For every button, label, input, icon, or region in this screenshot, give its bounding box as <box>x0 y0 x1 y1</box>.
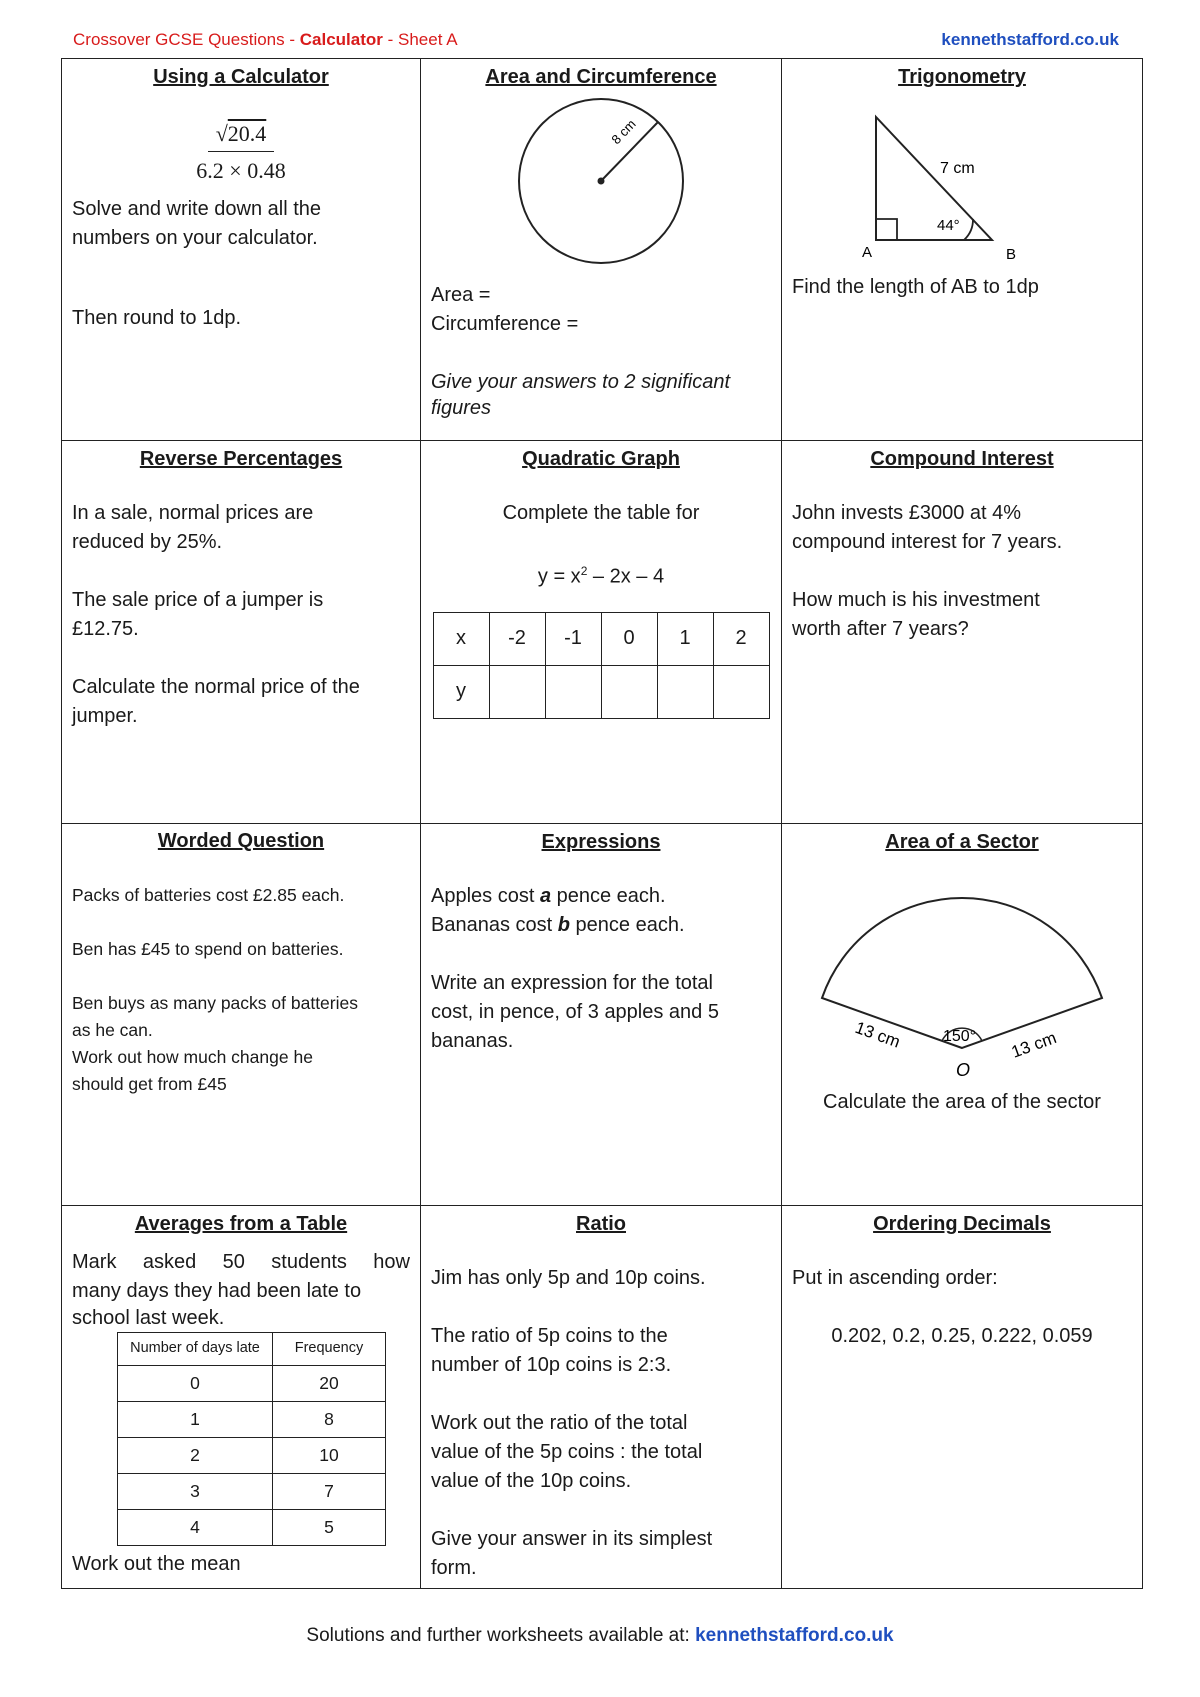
cell-area-and-circumference <box>421 59 782 441</box>
right-radius-label: 13 cm <box>1008 1027 1059 1062</box>
table-row <box>118 1437 386 1473</box>
table-cell-answer[interactable] <box>657 665 713 718</box>
table-row-x <box>433 612 769 665</box>
question-text: Jim has only 5p and 10p coins. <box>431 1266 706 1289</box>
table-cell: 1 <box>118 1401 273 1437</box>
cell-title: Quadratic Graph <box>522 448 680 471</box>
triangle-diagram <box>792 93 1132 273</box>
cell-title: Compound Interest <box>870 448 1054 471</box>
footer-link[interactable]: kennethstafford.co.uk <box>695 1625 894 1646</box>
cell-title: Reverse Percentages <box>139 448 343 471</box>
table-cell-answer[interactable] <box>545 665 601 718</box>
table-cell-answer[interactable] <box>489 665 545 718</box>
question-text: How much is his investment <box>792 589 1040 612</box>
fraction-numerator: √20.4 <box>208 119 275 152</box>
cell-title: Averages from a Table <box>134 1212 348 1235</box>
table-cell: 8 <box>273 1401 386 1437</box>
table-row <box>118 1401 386 1437</box>
site-link[interactable]: kennethstafford.co.uk <box>941 30 1119 49</box>
cell-title: Worded Question <box>157 829 325 852</box>
question-text: The ratio of 5p coins to the <box>431 1324 668 1347</box>
question-text: £12.75. <box>72 618 139 641</box>
question-text: value of the 10p coins. <box>431 1469 632 1492</box>
triangle-shape <box>876 117 992 240</box>
cell-area-of-a-sector <box>782 824 1142 1206</box>
table-cell-answer[interactable] <box>601 665 657 718</box>
question-text: jumper. <box>72 705 138 728</box>
question-text: as he can. <box>72 1019 153 1040</box>
column-header: Frequency <box>273 1332 386 1365</box>
left-radius-label: 13 cm <box>852 1017 903 1052</box>
question-text: Mark asked 50 students how <box>72 1250 410 1273</box>
table-row <box>118 1365 386 1401</box>
cell-reverse-percentages <box>62 441 421 823</box>
question-text: Apples cost a pence each. <box>431 884 666 907</box>
centre-label: O <box>956 1059 971 1080</box>
table-cell: 0 <box>118 1365 273 1401</box>
table-cell: 10 <box>273 1437 386 1473</box>
question-text: Then round to 1dp. <box>72 307 242 329</box>
sheet-title-prefix: Crossover GCSE Questions - <box>73 30 300 49</box>
decimal-list: 0.202, 0.2, 0.25, 0.222, 0.059 <box>831 1324 1093 1347</box>
question-text: Work out how much change he <box>72 1046 313 1067</box>
cell-title: Using a Calculator <box>153 66 329 88</box>
sheet-title-bold: Calculator <box>299 30 383 49</box>
question-text: Work out the ratio of the total <box>431 1411 688 1434</box>
question-text: Calculate the area of the sector <box>823 1090 1101 1113</box>
cell-title: Ratio <box>576 1212 626 1235</box>
question-text: numbers on your calculator. <box>72 227 318 249</box>
vertex-a-label: A <box>862 244 873 261</box>
answer-line-area: Area = <box>431 284 491 306</box>
cell-title: Expressions <box>541 830 661 853</box>
radius-label: 8 cm <box>608 116 639 148</box>
cell-title: Trigonometry <box>898 66 1026 88</box>
table-cell: 20 <box>273 1365 386 1401</box>
fraction-expression <box>72 119 410 185</box>
cell-quadratic-graph <box>421 441 782 823</box>
cell-title: Ordering Decimals <box>873 1212 1051 1235</box>
frequency-table <box>117 1332 386 1546</box>
cell-ordering-decimals <box>782 1206 1142 1588</box>
question-text: Packs of batteries cost £2.85 each. <box>72 884 345 905</box>
question-text: Solve and write down all the <box>72 198 322 220</box>
table-row-y <box>433 665 769 718</box>
question-text: Give your answer in its simplest <box>431 1527 713 1550</box>
equation: $y = x^2 - 2x - 4$ <box>537 564 665 588</box>
question-text: Calculate the normal price of the <box>72 676 360 699</box>
angle-label: 44° <box>937 217 960 234</box>
question-text: The sale price of a jumper is <box>72 589 324 612</box>
table-row <box>118 1473 386 1509</box>
question-text: Write an expression for the total <box>431 971 713 994</box>
value-table <box>433 612 770 719</box>
table-cell-answer[interactable] <box>713 665 769 718</box>
cell-using-a-calculator <box>62 59 421 441</box>
question-text: value of the 5p coins : the total <box>431 1440 703 1463</box>
table-cell: -1 <box>545 612 601 665</box>
table-cell: x <box>433 612 489 665</box>
cell-worded-question <box>62 824 421 1206</box>
cell-title: Area and Circumference <box>485 66 717 88</box>
question-text: compound interest for 7 years. <box>792 531 1063 554</box>
table-cell: 0 <box>601 612 657 665</box>
table-cell: y <box>433 665 489 718</box>
instruction-note: figures <box>431 397 492 419</box>
question-text: reduced by 25%. <box>72 531 223 554</box>
table-cell: 5 <box>273 1509 386 1545</box>
answer-line-circumference: Circumference = <box>431 313 579 335</box>
page-footer <box>0 1625 1200 1647</box>
question-text: school last week. <box>72 1306 225 1329</box>
cell-averages-from-a-table <box>62 1206 421 1588</box>
table-cell: 4 <box>118 1509 273 1545</box>
question-text: form. <box>431 1556 477 1579</box>
angle-arc <box>964 219 973 240</box>
question-text: number of 10p coins is 2:3. <box>431 1353 672 1376</box>
question-text: Find the length of AB to 1dp <box>792 276 1039 298</box>
sheet-title <box>73 30 458 50</box>
hypotenuse-label: 7 cm <box>940 160 975 177</box>
page-header <box>73 30 1127 56</box>
sheet-title-suffix: - Sheet A <box>382 30 458 49</box>
question-text: Work out the mean <box>72 1552 241 1575</box>
vertex-b-label: B <box>1006 246 1017 263</box>
table-row <box>118 1509 386 1545</box>
cell-compound-interest <box>782 441 1142 823</box>
question-text: bananas. <box>431 1029 514 1052</box>
footer-text: Solutions and further worksheets available at: <box>306 1625 696 1646</box>
table-cell: 1 <box>657 612 713 665</box>
table-cell: 3 <box>118 1473 273 1509</box>
question-text: cost, in pence, of 3 apples and 5 <box>431 1000 719 1023</box>
question-grid <box>61 58 1143 1589</box>
centre-point <box>598 178 605 185</box>
instruction-text: Put in ascending order: <box>792 1266 998 1289</box>
sector-diagram <box>792 858 1132 1088</box>
column-header: Number of days late <box>118 1332 273 1365</box>
fraction-denominator: 6.2 × 0.48 <box>196 158 286 183</box>
sector-angle-label: 150° <box>943 1027 977 1045</box>
instruction-text: Complete the table for <box>502 502 700 525</box>
question-text: Ben buys as many packs of batteries <box>72 992 358 1013</box>
cell-trigonometry <box>782 59 1142 441</box>
table-cell: 2 <box>118 1437 273 1473</box>
table-cell: 2 <box>713 612 769 665</box>
table-cell: -2 <box>489 612 545 665</box>
question-text: worth after 7 years? <box>792 618 969 641</box>
table-cell: 7 <box>273 1473 386 1509</box>
question-text: should get from £45 <box>72 1073 227 1094</box>
right-angle-marker <box>876 219 897 240</box>
question-text: many days they had been late to <box>72 1279 362 1302</box>
cell-expressions <box>421 824 782 1206</box>
question-text: John invests £3000 at 4% <box>792 502 1022 525</box>
circle-diagram <box>431 95 771 275</box>
question-text: In a sale, normal prices are <box>72 502 314 525</box>
instruction-note: Give your answers to 2 significant <box>431 371 731 393</box>
question-text: Bananas cost b pence each. <box>431 913 685 936</box>
cell-ratio <box>421 1206 782 1588</box>
table-header-row <box>118 1332 386 1365</box>
cell-title: Area of a Sector <box>885 830 1039 853</box>
question-text: Ben has £45 to spend on batteries. <box>72 938 344 959</box>
